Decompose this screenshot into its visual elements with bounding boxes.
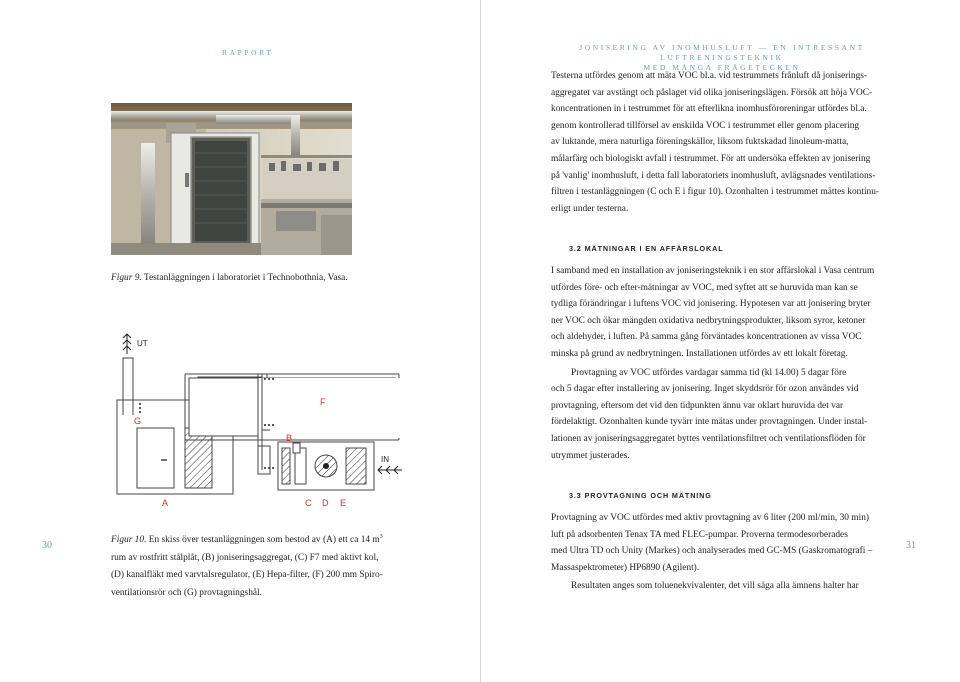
figure-10-caption xyxy=(111,529,411,602)
figure-10-line3: (D) kanalfläkt med varvtalsregulator, (E) Hepa-filter, (F) 200 mm Spiro- xyxy=(111,570,383,581)
label-f: F xyxy=(320,397,326,407)
figure-9-caption xyxy=(111,270,348,288)
section-3-3-body: Provtagning av VOC utfördes med aktiv provtagning av 6 liter (200 ml/min, 30 min) luft på adsorbenten Tenax TA med FLEC-pumpar. Proverna termodesorberades med Ultra TD och Unity (Markes) och analyserades med GC-MS (Gaskromatografi – Massaspektrometer) HP6890 (Agilent). Resultaten anges som toluenekvivalenter, det vill säga alla ämnens halter har xyxy=(551,513,873,592)
section-3-3-heading: 3.3 PROVTAGNING OCH MÄTNING xyxy=(569,491,712,500)
page-number-right: 31 xyxy=(906,540,916,551)
figure-9-photo xyxy=(111,103,352,255)
figure-10-label: Figur 10. xyxy=(111,535,147,546)
figure-9-text: Testanläggningen i laboratoriet i Technobothnia, Vasa. xyxy=(143,273,348,283)
running-header-left: RAPPORT xyxy=(222,48,274,57)
label-e: E xyxy=(340,498,347,508)
label-g: G xyxy=(134,416,142,426)
figure-10-line1: Figur 10. En skiss över testanläggningen som bestod av (A) ett ca 14 $m^3$ xyxy=(111,534,383,546)
right-page xyxy=(481,0,960,682)
running-header-line2: MED MÅNGA FRÅGETECKEN xyxy=(643,63,801,72)
label-ut: UT xyxy=(137,339,148,348)
figure-10-diagram xyxy=(110,320,410,515)
running-header-line1: JONISERING AV INOMHUSLUFT — EN INTRESSANT LUFTRENINGSTEKNIK xyxy=(579,43,865,62)
intro-paragraph: Testerna utfördes genom att mäta VOC bl.a. vid testrummets frånluft då joniserings- aggregatet var avstängt och påslaget vid olika joniseringslägen. Försök att höja VOC- koncentrationen in i testrummet för att efterlikna inomhusföroreningar utfördes bl.a. genom kontrollerad tillförsel av enskilda VOC i testrummet eller genom placering av luktande, mera naturliga föreningskällor, liksom fuktskadad linoleum-matta, målarfärg och biologiskt avfall i testrummet. För att undersöka effekten av jonisering på 'vanlig' inomhusluft, i detta fall laboratoriets inomhusluft, avlägsnades ventilations- filtren i testanläggningen (C och E i figur 10). Ozonhalten i testrummet mättes kontinu- erligt under testerna. xyxy=(551,71,880,214)
figure-9-label: Figur 9. xyxy=(111,273,142,283)
exhaust-arrows-icon xyxy=(123,334,131,354)
figure-10-line2: rum av rostfritt stålplåt, (B) joniseringsaggregat, (C) F7 med aktivt kol, xyxy=(111,552,379,563)
label-a: A xyxy=(162,498,169,508)
intake-arrows-icon xyxy=(378,466,402,474)
section-3-2-body: I samband med en installation av joniseringsteknik i en stor affärslokal i Vasa centrum utfördes före- och efter-mätningar av VOC, med syftet att se huruvida man kan se tydliga förändringar i luftens VOC vid jonisering. Hypotesen var att jonisering bryter ner VOC och ökar mängden oxidativa nedbrytningsprodukter, liksom syror, ketoner och aldehyder, i luften. På samma gång förväntades koncentrationen av vissa VOC minska på grund av nedbrytningen. Installationen utfördes av ett lokalt företag. Provtagning av VOC utfördes vardagar samma tid (kl 14.00) 5 dagar före och 5 dagar efter installering av jonisering. Inget skyddsrör för ozon användes vid provtagning, eftersom det vid den tidpunkten ännu var oklart huruvida det var fördelaktigt. Ozonhalten kunde tyvärr inte mätas under provtagningen. Under instal- lationen av joniseringsaggregatet byttes ventilationsfiltret och ventilationsflöden för utrymmet justerades. xyxy=(551,266,875,461)
label-in: IN xyxy=(381,455,389,464)
label-c: C xyxy=(305,498,312,508)
section-3-2-heading: 3.2 MÄTNINGAR I EN AFFÄRSLOKAL xyxy=(569,244,724,253)
page-number-left: 30 xyxy=(42,540,52,551)
label-d: D xyxy=(322,498,329,508)
label-b: B xyxy=(286,433,293,443)
figure-10-line4: ventilationsrör och (G) provtagningshål. xyxy=(111,587,263,598)
